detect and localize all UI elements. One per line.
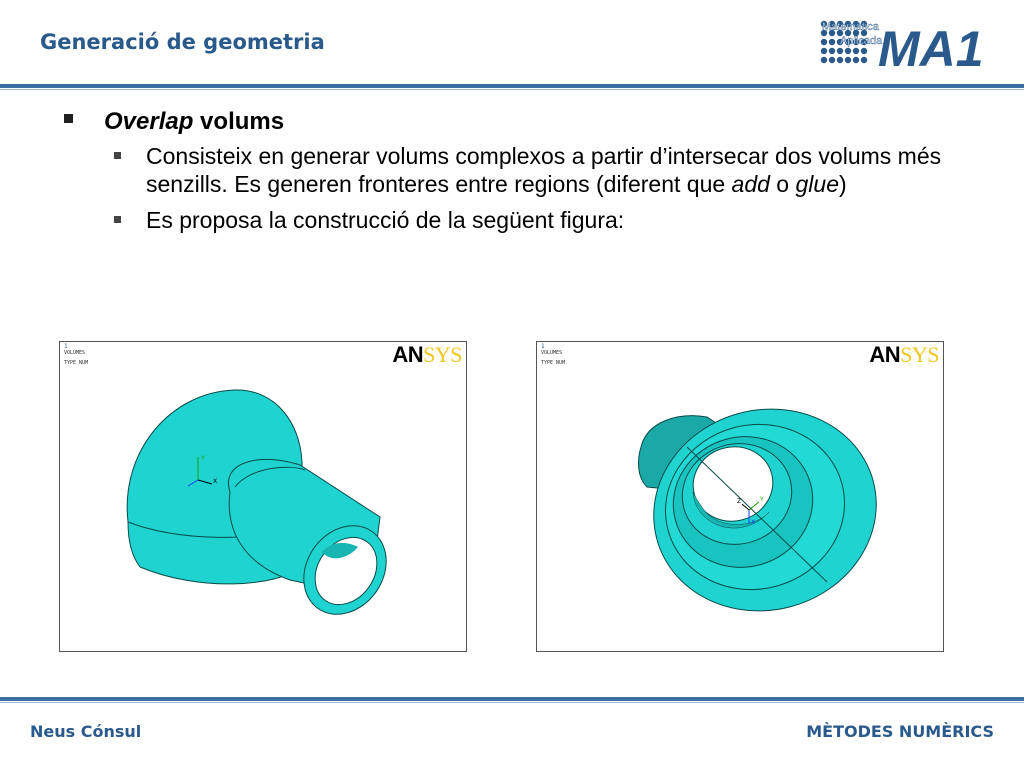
square-bullet-icon (114, 152, 121, 159)
figure-number: 1 (541, 343, 545, 350)
model-render-left (60, 342, 466, 651)
axis-y-label: Y (760, 496, 764, 503)
figure-label-2: TYPE NUM (64, 360, 89, 366)
heading-rest: volums (193, 108, 285, 135)
header-rule-thin (0, 89, 1024, 90)
logo-mark: MA1 (878, 21, 984, 72)
ma1-logo (818, 14, 1000, 72)
ansys-figure-left (59, 341, 467, 652)
axis-x-label: X (751, 519, 756, 526)
figure-number: 1 (64, 343, 68, 350)
bullet-list (64, 108, 964, 242)
page-title: Generació de geometria (40, 30, 325, 54)
footer-rule-thin (0, 702, 1024, 703)
header-rule (0, 84, 1024, 88)
bullet-heading (64, 108, 964, 136)
heading-italic: Overlap (104, 108, 194, 135)
bullet-item (64, 206, 964, 234)
model-render-right (537, 342, 943, 651)
bullet1-add: add (731, 171, 770, 197)
ansys-logo: ANSYS (869, 342, 939, 367)
square-bullet-icon (64, 114, 73, 123)
axis-y-label: Y (201, 455, 205, 462)
bullet1-glue: glue (795, 171, 839, 197)
figure-label-1: VOLUMES (541, 350, 563, 356)
bullet-item (64, 142, 964, 198)
ansys-logo: ANSYS (392, 342, 462, 367)
axis-z-label: Z (737, 498, 742, 505)
footer-rule (0, 697, 1024, 701)
bullet1-end: ) (838, 171, 847, 197)
axis-x-label: X (213, 478, 218, 485)
bullet1-mid: o (769, 171, 796, 197)
footer-author: Neus Cónsul (30, 722, 142, 741)
footer-course: MÈTODES NUMÈRICS (806, 722, 994, 741)
figure-label-1: VOLUMES (64, 350, 86, 356)
logo-line1: Matemàtica (822, 21, 879, 33)
square-bullet-icon (114, 216, 121, 223)
figure-label-2: TYPE NUM (541, 360, 566, 366)
bullet1-text: Consisteix en generar volums complexos a partir d’intersecar dos volums més senzills. Es generen fronteres entre regions (diferent que (146, 143, 942, 197)
bullet2-text: Es proposa la construcció de la següent figura: (146, 207, 625, 233)
logo-line2: Aplicada (840, 35, 883, 47)
ansys-figure-right (536, 341, 944, 652)
